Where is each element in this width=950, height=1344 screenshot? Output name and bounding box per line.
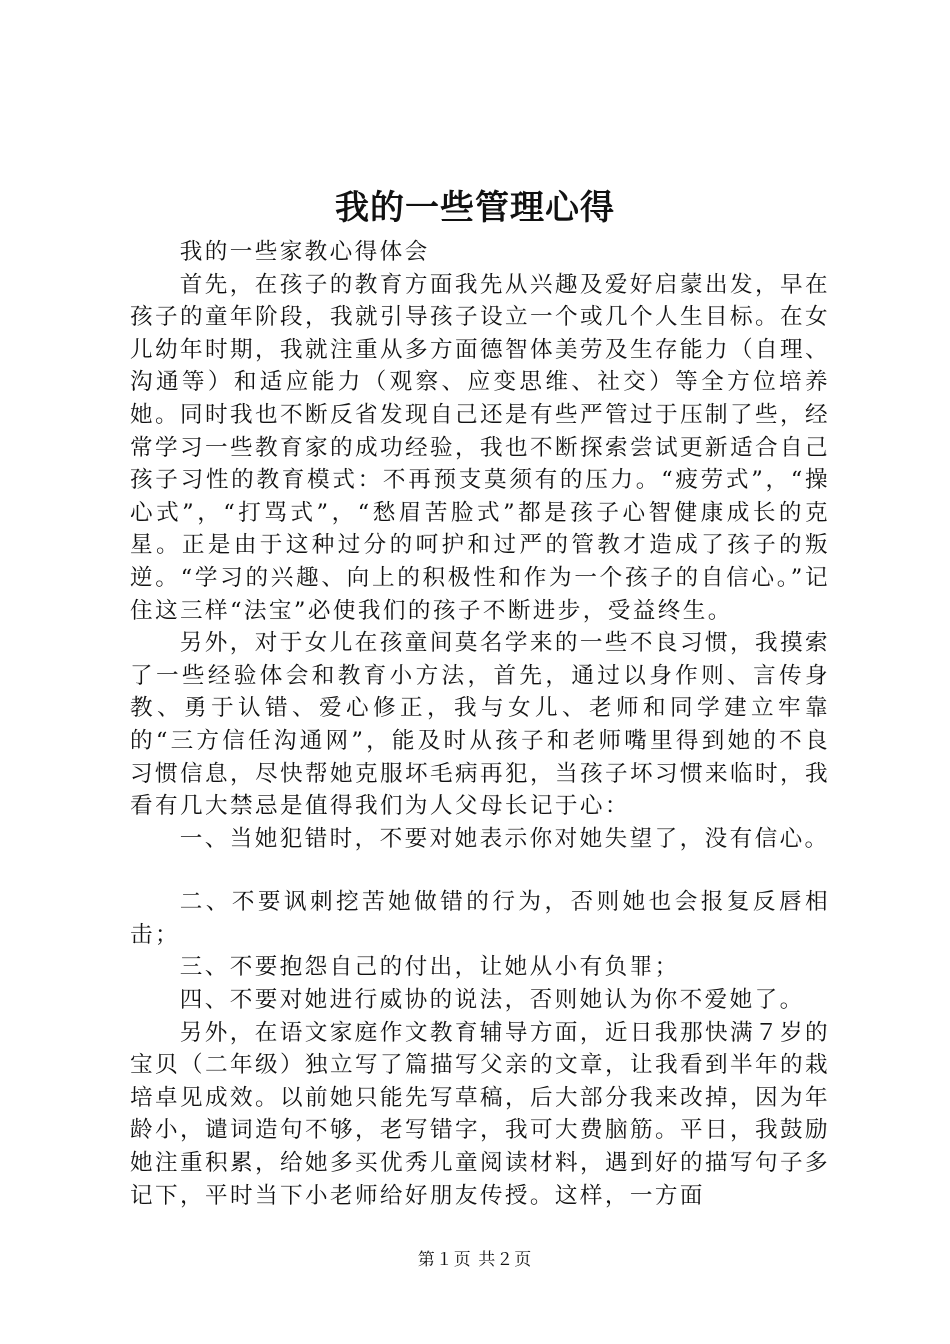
paragraph: 另外，对于女儿在孩童间莫名学来的一些不良习惯，我摸索了一些经验体会和教育小方法，首先，通过以身作则、言传身教、勇于认错、爱心修正，我与女儿、老师和同学建立牢靠的“三方信任沟通网”，能及时从孩子和老师嘴里得到她的不良习惯信息，尽快帮她克服坏毛病再犯，当孩子坏习惯来临时，我看有几大禁忌是值得我们为人父母长记于心： xyxy=(130,630,830,820)
document-body xyxy=(130,236,830,1212)
list-item: 二、不要讽刺挖苦她做错的行为，否则她也会报复反唇相击； xyxy=(130,889,830,948)
paragraph: 另外，在语文家庭作文教育辅导方面，近日我那快满７岁的宝贝（二年级）独立写了篇描写父亲的文章，让我看到半年的栽培卓见成效。以前她只能先写草稿，后大部分我来改掉，因为年龄小，谴词造句不够，老写错字，我可大费脑筋。平日，我鼓励她注重积累，给她多买优秀儿童阅读材料，遇到好的描写句子多记下，平时当下小老师给好朋友传授。这样，一方面 xyxy=(130,1019,830,1209)
list-item: 四、不要对她进行威协的说法，否则她认为你不爱她了。 xyxy=(179,987,805,1014)
list-item: 三、不要抱怨自己的付出，让她从小有负罪； xyxy=(179,954,680,981)
paragraph-subtitle: 我的一些家教心得体会 xyxy=(179,239,430,265)
paragraph: 首先，在孩子的教育方面我先从兴趣及爱好启蒙出发，早在孩子的童年阶段，我就引导孩子设立一个或几个人生目标。在女儿幼年时期，我就注重从多方面德智体美劳及生存能力（自理、沟通等）和适应能力（观察、应变思维、社交）等全方位培养她。同时我也不断反省发现自己还是有些严管过于压制了些，经常学习一些教育家的成功经验，我也不断探索尝试更新适合自己孩子习性的教育模式：不再预支莫须有的压力。“疲劳式”，“操心式”，“打骂式”，“愁眉苦脸式”都是孩子心智健康成长的克星。正是由于这种过分的呵护和过严的管教才造成了孩子的叛逆。“学习的兴趣、向上的积极性和作为一个孩子的自信心。”记住这三样“法宝”必使我们的孩子不断进步，受益终生。 xyxy=(130,271,830,624)
page-number: 第１页 共２页 xyxy=(417,1250,533,1270)
document-title: 我的一些管理心得 xyxy=(335,188,615,228)
list-item: 一、当她犯错时，不要对她表示你对她失望了，没有信心。 xyxy=(179,825,830,852)
